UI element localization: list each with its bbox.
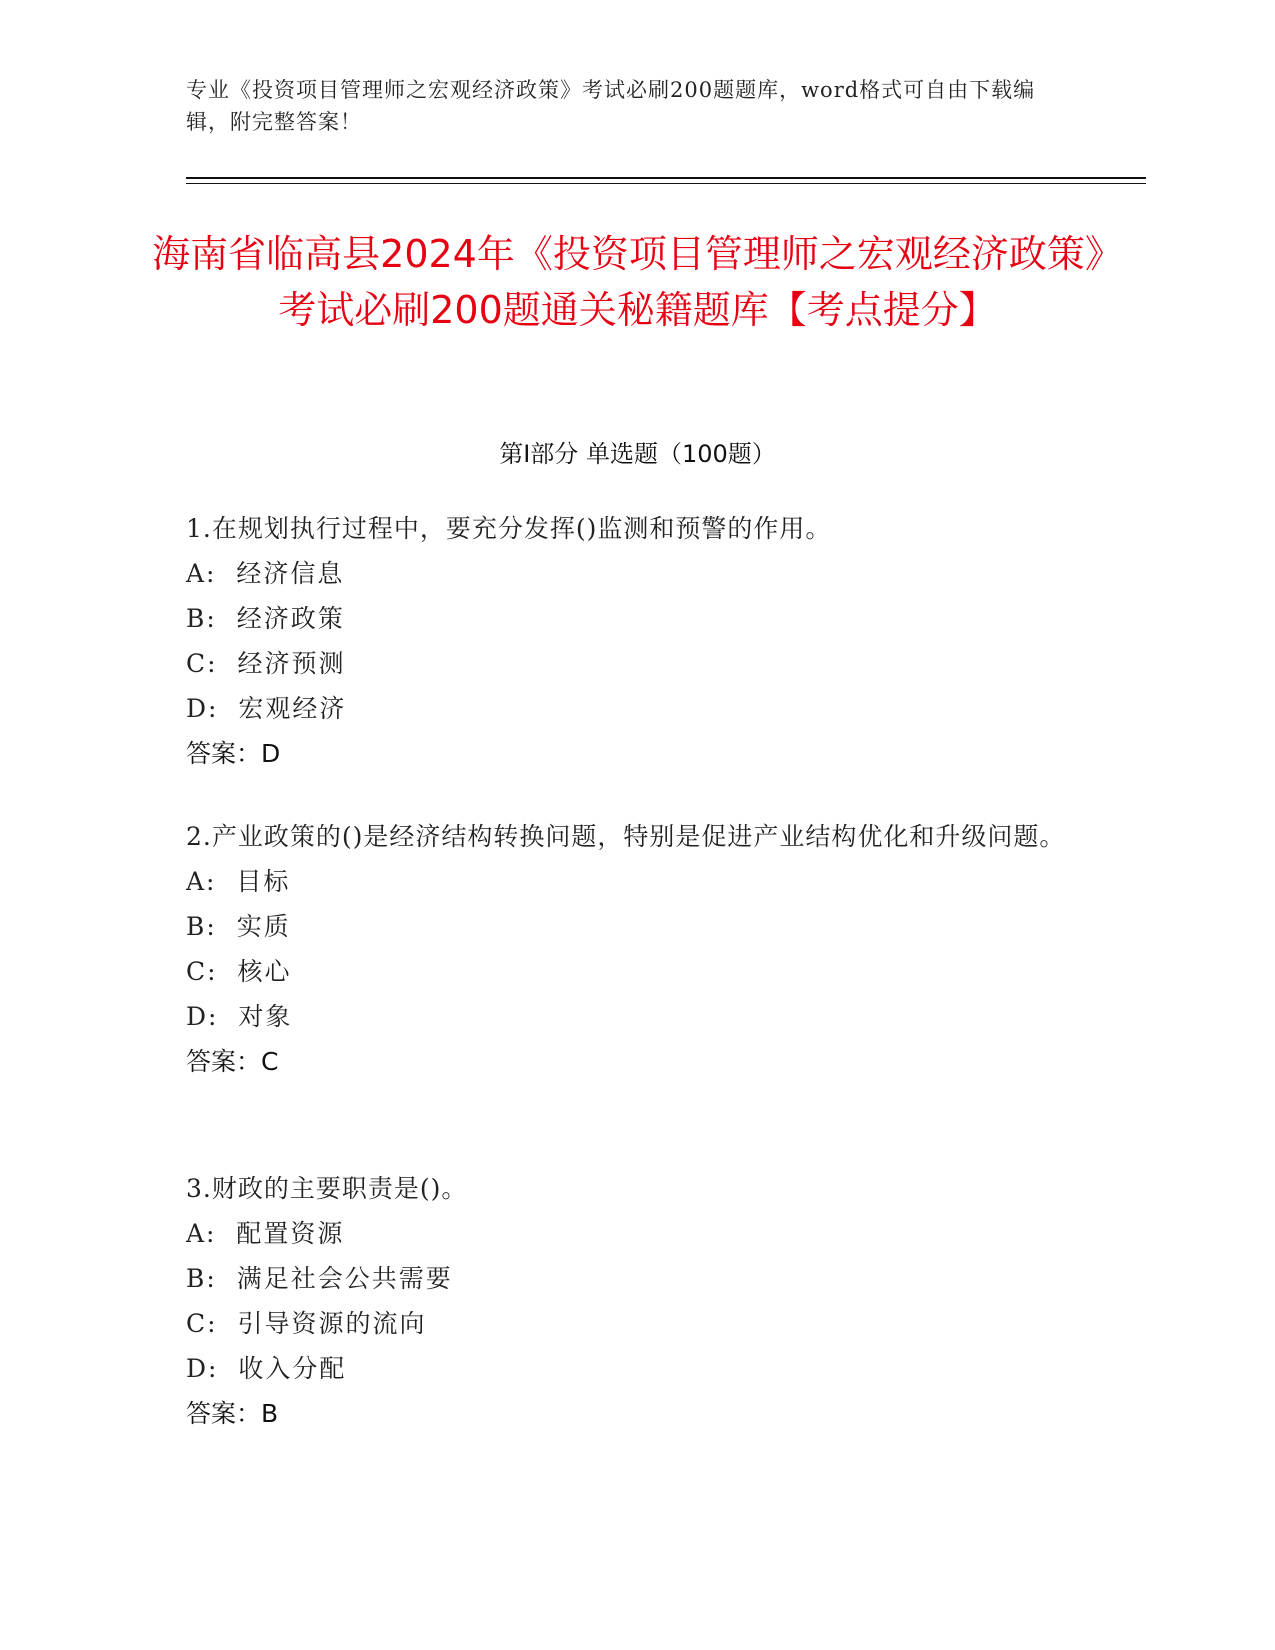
question-stem: 1.在规划执行过程中，要充分发挥()监测和预警的作用。 (186, 514, 832, 543)
section-heading: 第Ⅰ部分 单选题（100题） (499, 440, 776, 468)
option-b: B: 经济政策 (186, 604, 345, 633)
answer: 答案：C (186, 1047, 279, 1076)
answer: 答案：D (186, 739, 281, 768)
header-divider-thick (186, 177, 1146, 179)
option-c: C: 引导资源的流向 (186, 1309, 427, 1338)
question-3 (186, 1166, 1066, 1436)
option-c: C: 核心 (186, 957, 292, 986)
option-a: A: 配置资源 (186, 1219, 345, 1248)
question-2 (186, 814, 1066, 1084)
option-a: A: 经济信息 (186, 559, 345, 588)
question-stem: 2.产业政策的()是经济结构转换问题，特别是促进产业结构优化和升级问题。 (186, 822, 1066, 851)
option-d: D: 对象 (186, 1002, 293, 1031)
header-note: 专业《投资项目管理师之宏观经济政策》考试必刷200题题库，word格式可自由下载编辑，附完整答案！ (186, 78, 1036, 134)
option-b: B: 满足社会公共需要 (186, 1264, 453, 1293)
option-c: C: 经济预测 (186, 649, 346, 678)
question-stem: 3.财政的主要职责是()。 (186, 1174, 468, 1203)
header-divider-thin (186, 183, 1146, 184)
option-a: A: 目标 (186, 867, 291, 896)
answer: 答案：B (186, 1399, 279, 1428)
option-d: D: 收入分配 (186, 1354, 347, 1383)
question-1 (186, 506, 1066, 776)
option-d: D: 宏观经济 (186, 694, 347, 723)
option-b: B: 实质 (186, 912, 291, 941)
document-title: 海南省临高县2024年《投资项目管理师之宏观经济政策》考试必刷200题通关秘籍题库【考点提分】 (152, 232, 1123, 332)
